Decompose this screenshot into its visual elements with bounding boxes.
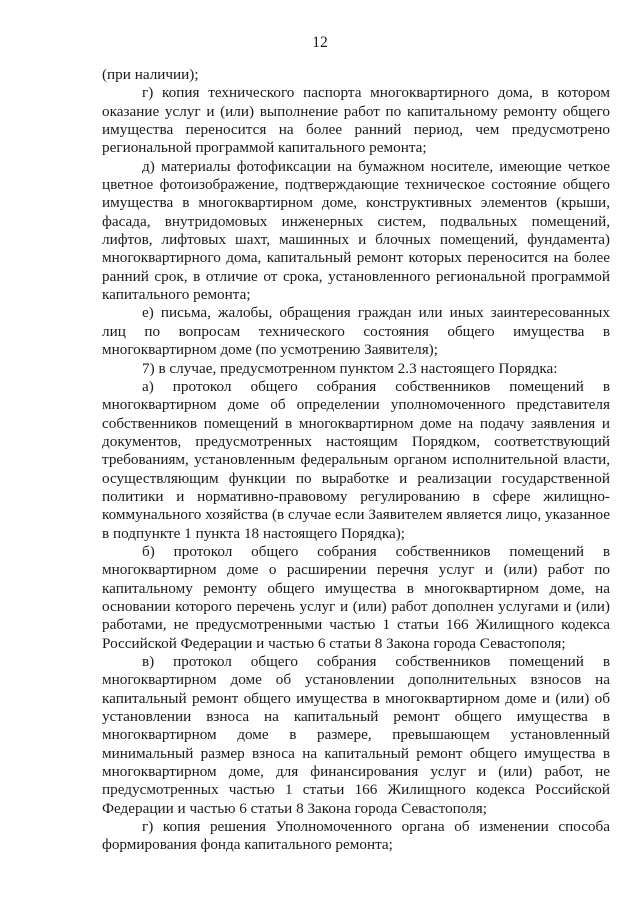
paragraph-item-d-photos: д) материалы фотофиксации на бумажном носителе, имеющие четкое цветное фотоизображение, подтверждающие техническое состояние общего имущества в многоквартирном доме, конструктивных элементов (крыши, фасада, внутридомовых инженерных систем, подвальных помещений, лифтов, лифтовых шахт, машинных и блочных помещений, фундамента) многоквартирного дома, капитальный ремонт которых переносится на более ранний срок, в отличие от срока, установленного региональной программой капитального ремонта; (102, 157, 610, 304)
paragraph-item-e-letters: е) письма, жалобы, обращения граждан или иных заинтересованных лиц по вопросам технического состояния общего имущества в многоквартирном доме (по усмотрению Заявителя); (102, 304, 610, 359)
paragraph-item-b-protocol: б) протокол общего собрания собственников помещений в многоквартирном доме о расширении перечня услуг и (или) работ по капитальному ремонту общего имущества в многоквартирном доме, на основании которого перечень услуг и (или) работ дополнен услугами и (или) работами, не предусмотренными частью 1 статьи 166 Жилищного кодекса Российской Федерации и частью 6 статьи 8 Закона города Севастополя; (102, 542, 610, 652)
paragraph-continuation: (при наличии); (102, 66, 199, 83)
paragraph-item-g-decision: г) копия решения Уполномоченного органа об изменении способа формирования фонда капитального ремонта; (102, 818, 610, 854)
paragraph-item-v-protocol: в) протокол общего собрания собственников помещений в многоквартирном доме об установлении дополнительных взносов на капитальный ремонт общего имущества в многоквартирном доме и (или) об установлении взноса на капитальный ремонт общего имущества в многоквартирном доме в размере, превышающем установленный минимальный размер взноса на капитальный ремонт общего имущества в многоквартирном доме, для финансирования услуг и (или) работ, не предусмотренных частью 1 статьи 166 Жилищного кодекса Российской Федерации и частью 6 статьи 8 Закона города Севастополя; (102, 653, 610, 817)
page-number: 12 (312, 34, 328, 51)
document-body (102, 66, 610, 855)
paragraph-item-7-heading: 7) в случае, предусмотренном пунктом 2.3 настоящего Порядка: (142, 359, 558, 377)
paragraph-item-g-passport: г) копия технического паспорта многоквартирного дома, в котором оказание услуг и (или) выполнение работ по капитальному ремонту общего имущества переносится на более ранний период, чем предусмотрено региональной программой капитального ремонта; (102, 84, 610, 157)
paragraph-item-a-protocol: а) протокол общего собрания собственников помещений в многоквартирном доме об определении уполномоченного представителя собственников помещений в многоквартирном доме на подачу заявления и документов, предусмотренных настоящим Порядком, соответствующий требованиям, установленным федеральным органом исполнительной власти, осуществляющим функции по выработке и реализации государственной политики и нормативно-правовому регулированию в сфере жилищно-коммунального хозяйства (в случае если Заявителем является лицо, указанное в подпункте 1 пункта 18 настоящего Порядка); (102, 377, 610, 542)
